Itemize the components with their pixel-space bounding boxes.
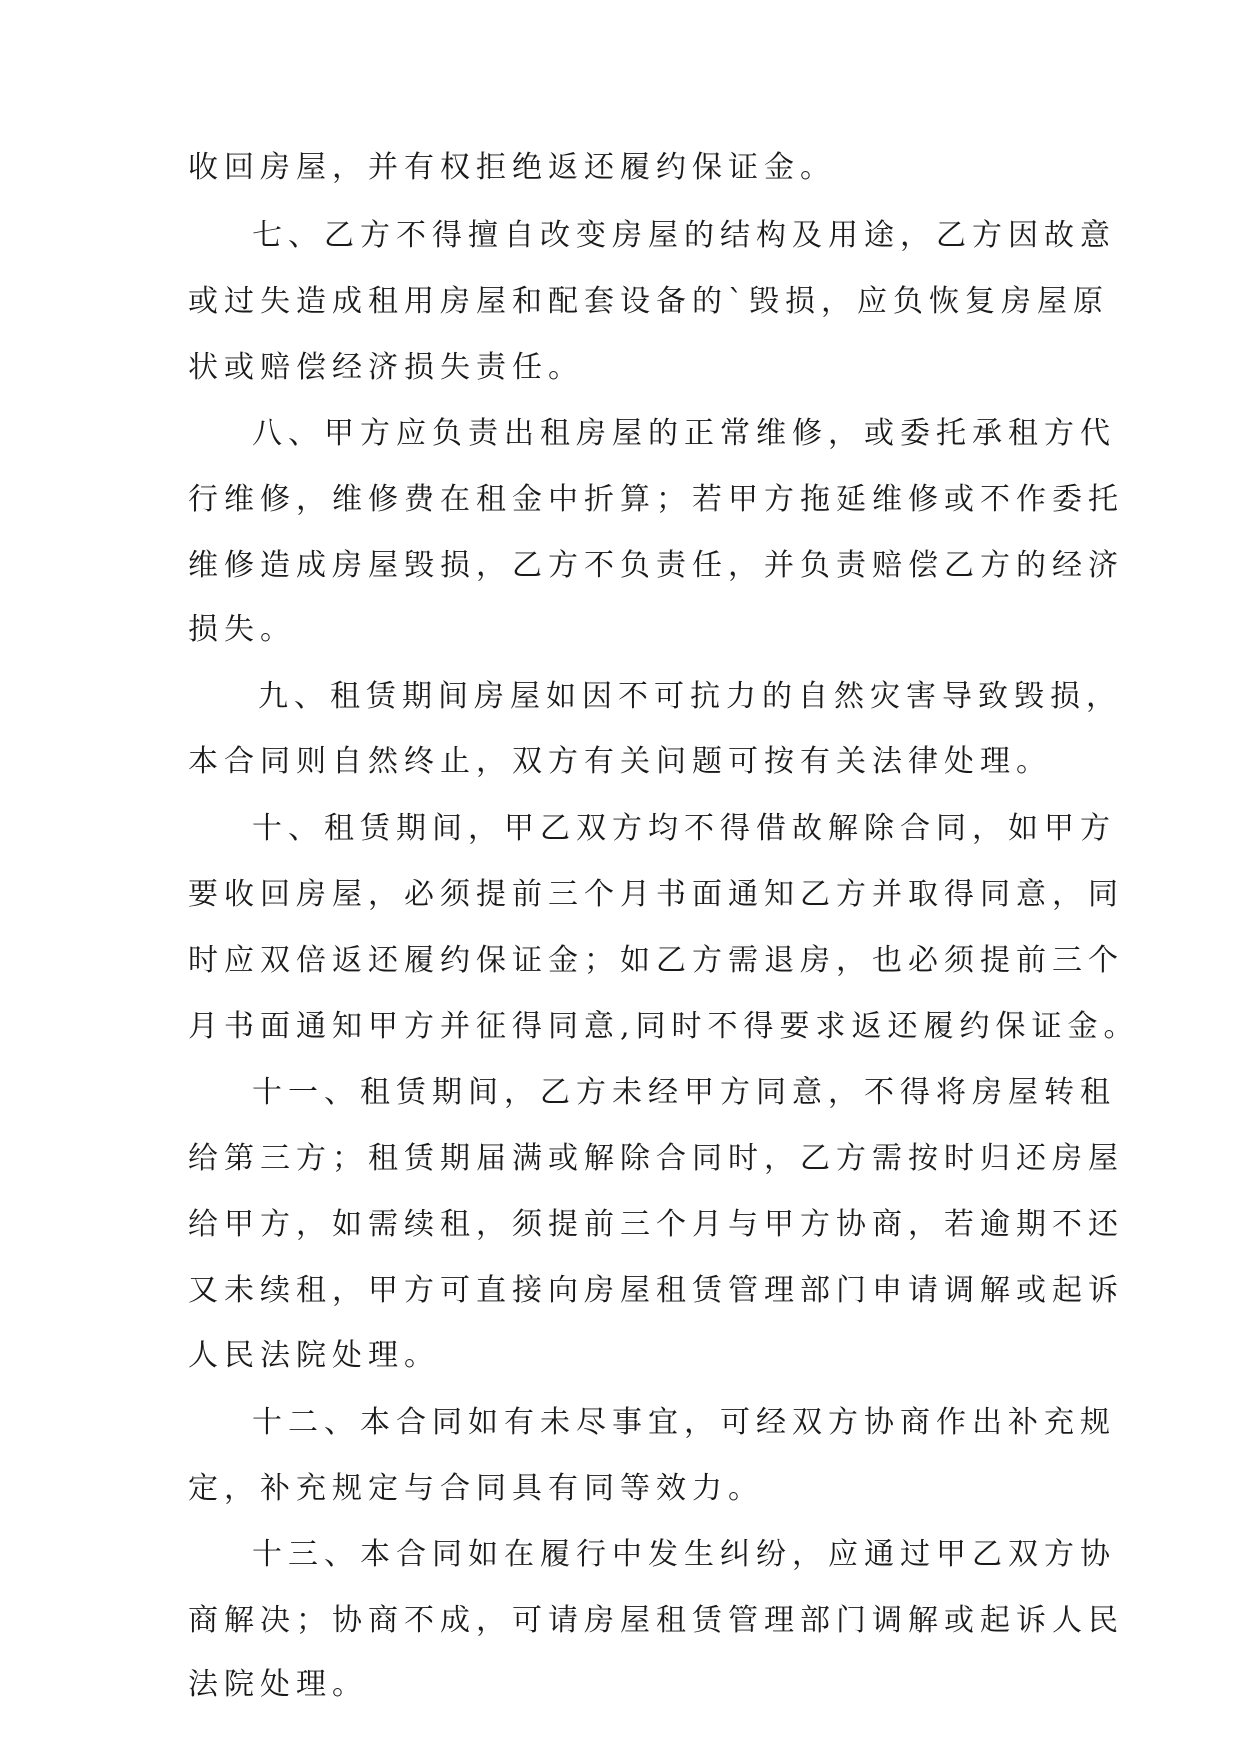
text-line: 八、甲方应负责出租房屋的正常维修，或委托承租方代 xyxy=(252,416,1116,451)
text-line: 要收回房屋，必须提前三个月书面通知乙方并取得同意，同 xyxy=(188,877,1124,912)
text-line: 月书面通知甲方并征得同意,同时不得要求返还履约保证金。 xyxy=(188,1009,1140,1044)
text-line: 维修造成房屋毁损，乙方不负责任，并负责赔偿乙方的经济 xyxy=(188,548,1124,583)
text-line: 时应双倍返还履约保证金；如乙方需退房，也必须提前三个 xyxy=(188,943,1124,978)
text-line: 十、租赁期间，甲乙双方均不得借故解除合同，如甲方 xyxy=(252,811,1116,846)
text-line: 十一、租赁期间，乙方未经甲方同意，不得将房屋转租 xyxy=(252,1075,1116,1110)
text-line: 给甲方，如需续租，须提前三个月与甲方协商，若逾期不还 xyxy=(188,1207,1124,1242)
text-line: 本合同则自然终止，双方有关问题可按有关法律处理。 xyxy=(188,744,1052,779)
text-line: 损失。 xyxy=(188,612,296,647)
text-line: 或过失造成租用房屋和配套设备的`毁损，应负恢复房屋原 xyxy=(188,284,1109,319)
text-line: 人民法院处理。 xyxy=(188,1338,440,1373)
text-line: 行维修，维修费在租金中折算；若甲方拖延维修或不作委托 xyxy=(188,482,1124,517)
text-line: 十三、本合同如在履行中发生纠纷，应通过甲乙双方协 xyxy=(252,1537,1116,1572)
text-line: 法院处理。 xyxy=(188,1667,368,1702)
text-line: 十二、本合同如有未尽事宜，可经双方协商作出补充规 xyxy=(252,1405,1116,1440)
text-line: 商解决；协商不成，可请房屋租赁管理部门调解或起诉人民 xyxy=(188,1603,1124,1638)
text-line: 又未续租，甲方可直接向房屋租赁管理部门申请调解或起诉 xyxy=(188,1273,1124,1308)
text-line: 状或赔偿经济损失责任。 xyxy=(188,350,584,385)
text-line: 九、租赁期间房屋如因不可抗力的自然灾害导致毁损， xyxy=(258,679,1122,714)
text-line: 七、乙方不得擅自改变房屋的结构及用途，乙方因故意 xyxy=(252,218,1116,253)
text-line: 定，补充规定与合同具有同等效力。 xyxy=(188,1471,764,1506)
text-line: 给第三方；租赁期届满或解除合同时，乙方需按时归还房屋 xyxy=(188,1141,1124,1176)
text-line: 收回房屋，并有权拒绝返还履约保证金。 xyxy=(188,150,836,185)
